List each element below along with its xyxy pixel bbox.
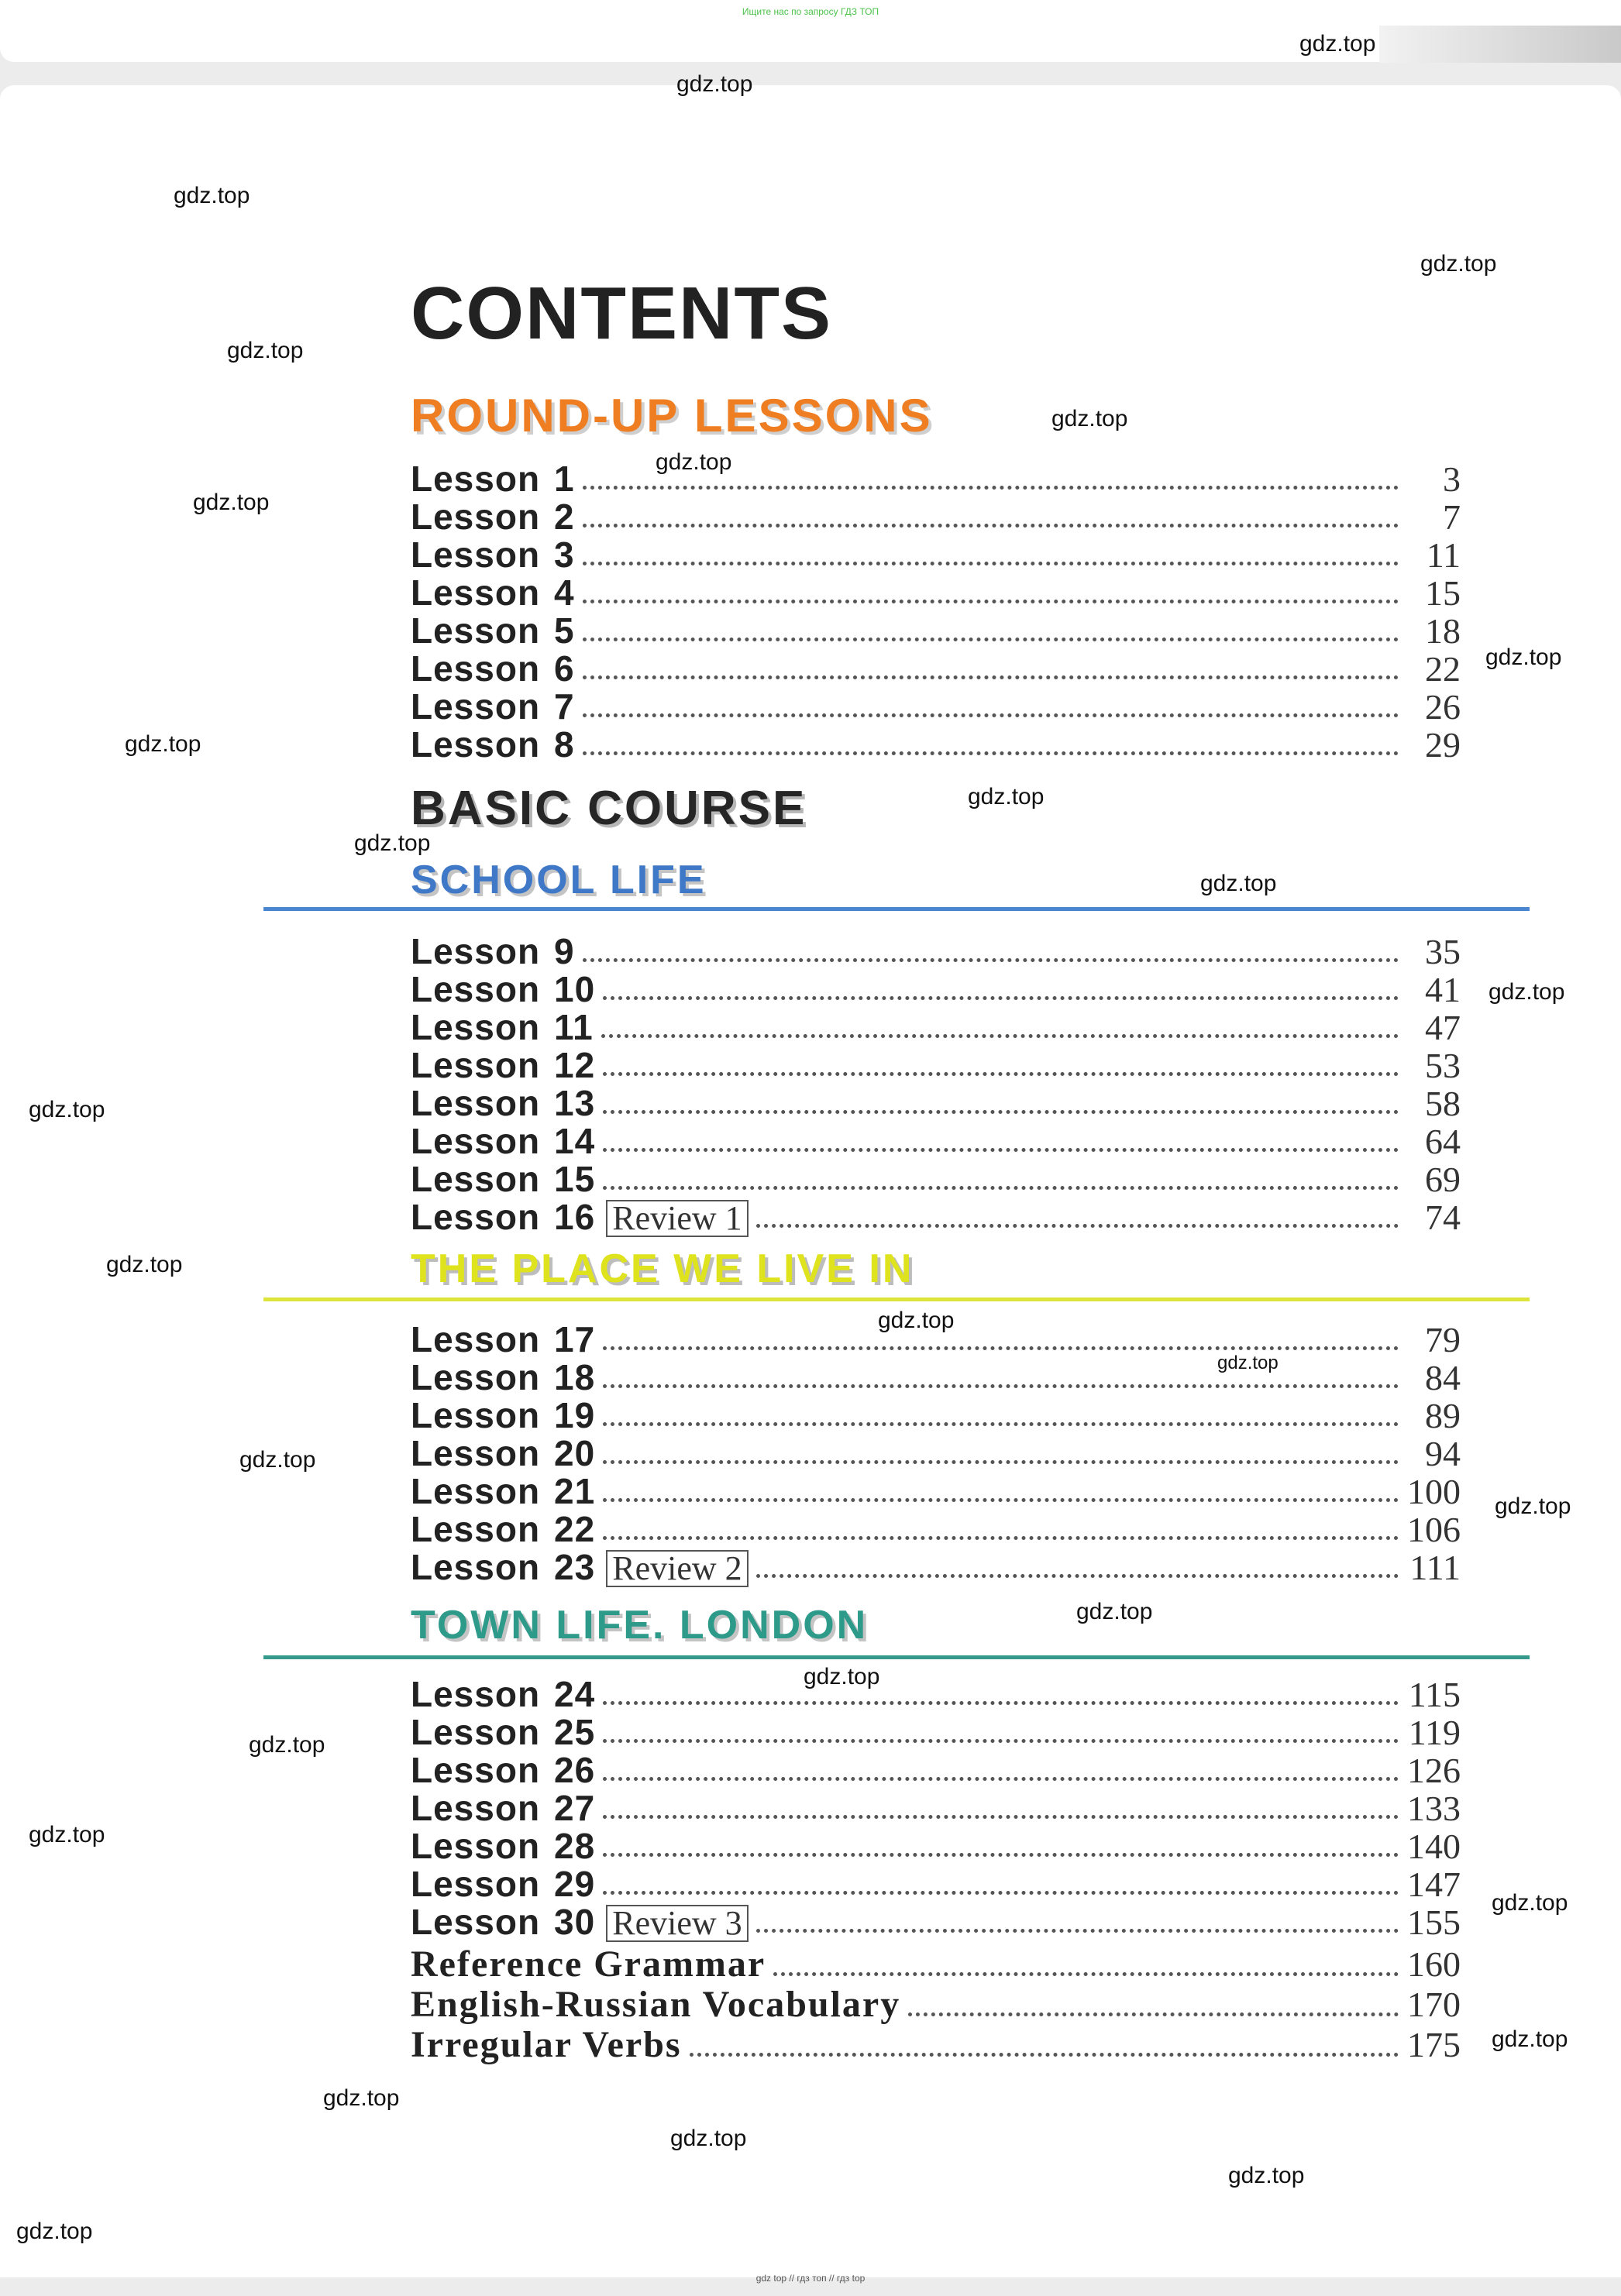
- toc-row-reference: [411, 2023, 1461, 2064]
- lesson-label: Lesson: [411, 648, 541, 689]
- toc-row: [411, 1901, 1461, 1942]
- lesson-label: Lesson: [411, 497, 541, 537]
- toc-row: [411, 1508, 1461, 1549]
- dot-leader: [583, 628, 1399, 641]
- page-number: 106: [1407, 1510, 1461, 1549]
- toc-list-school-life: [411, 930, 1461, 1237]
- dot-leader: [756, 1215, 1399, 1228]
- lesson-number: 8: [554, 724, 575, 765]
- dot-leader: [583, 476, 1399, 490]
- watermark: gdz.top: [1228, 2163, 1305, 2188]
- page-number: 26: [1425, 687, 1461, 727]
- watermark: gdz.top: [968, 784, 1045, 809]
- lesson-number: 5: [554, 610, 575, 651]
- watermark: gdz.top: [1217, 1353, 1279, 1373]
- reference-label: English-Russian Vocabulary: [411, 1984, 901, 2025]
- lesson-label: Lesson: [411, 1471, 541, 1511]
- page-number: 84: [1425, 1358, 1461, 1397]
- lesson-label: Lesson: [411, 610, 541, 651]
- lesson-label: Lesson: [411, 1083, 541, 1123]
- lesson-number: 1: [554, 459, 575, 499]
- section-rule-teal: [263, 1655, 1530, 1659]
- toc-row: [411, 1196, 1461, 1237]
- page-number: 160: [1407, 1944, 1461, 1984]
- watermark: gdz.top: [239, 1447, 316, 1473]
- page-number: 170: [1407, 1985, 1461, 2024]
- lesson-number: 17: [554, 1319, 596, 1359]
- page-number: 64: [1425, 1122, 1461, 1161]
- watermark: gdz.top: [174, 183, 250, 208]
- toc-row: [411, 1082, 1461, 1123]
- watermark: gdz.top: [193, 490, 270, 515]
- section-title-roundup: ROUND-UP LESSONS: [411, 390, 933, 442]
- watermark: gdz.top: [676, 71, 753, 97]
- section-title-town-life: TOWN LIFE. LONDON: [411, 1603, 869, 1648]
- lesson-number: 14: [554, 1121, 596, 1161]
- toc-row: [411, 1006, 1461, 1047]
- page-number: 147: [1407, 1865, 1461, 1904]
- page-number: 111: [1409, 1548, 1461, 1587]
- lesson-number: 24: [554, 1674, 596, 1714]
- toc-row: [411, 458, 1461, 499]
- watermark: gdz.top: [1488, 979, 1565, 1005]
- dot-leader: [690, 2043, 1399, 2057]
- toc-row: [411, 930, 1461, 971]
- watermark: gdz.top: [656, 449, 732, 475]
- lesson-number: 22: [554, 1509, 596, 1549]
- lesson-number: 28: [554, 1826, 596, 1866]
- section-title-basic-course: BASIC COURSE: [411, 782, 807, 835]
- lesson-number: 30: [554, 1902, 596, 1942]
- lesson-label: Lesson: [411, 1788, 541, 1828]
- toc-row: [411, 1356, 1461, 1397]
- lesson-label: Lesson: [411, 572, 541, 613]
- watermark: gdz.top: [106, 1252, 183, 1277]
- watermark: gdz.top: [1076, 1599, 1153, 1624]
- reference-label: Irregular Verbs: [411, 2024, 682, 2065]
- page-number: 7: [1443, 497, 1461, 537]
- toc-row: [411, 1432, 1461, 1473]
- toc-row: [411, 648, 1461, 689]
- dot-leader: [908, 2003, 1399, 2016]
- lesson-label: Lesson: [411, 1395, 541, 1435]
- dot-leader: [756, 1920, 1399, 1933]
- page-number: 89: [1425, 1396, 1461, 1435]
- toc-row: [411, 1546, 1461, 1587]
- lesson-label: Lesson: [411, 534, 541, 575]
- lesson-label: Lesson: [411, 1045, 541, 1085]
- lesson-label: Lesson: [411, 1826, 541, 1866]
- lesson-label: Lesson: [411, 724, 541, 765]
- lesson-label: Lesson: [411, 1007, 541, 1047]
- lesson-number: 11: [554, 1007, 594, 1047]
- toc-list-roundup: [411, 458, 1461, 765]
- toc-row: [411, 1470, 1461, 1511]
- watermark: gdz.top: [1492, 1890, 1568, 1916]
- toc-row: [411, 1158, 1461, 1199]
- toc-row: [411, 1825, 1461, 1866]
- review-box: Review 3: [606, 1905, 748, 1942]
- lesson-number: 26: [554, 1750, 596, 1790]
- dot-leader: [603, 1730, 1399, 1743]
- lesson-number: 4: [554, 572, 575, 613]
- dot-leader: [603, 1375, 1399, 1388]
- footer-text[interactable]: gdz top // гдз топ // гдз top: [755, 2273, 866, 2284]
- lesson-label: Lesson: [411, 686, 541, 727]
- page-number: 119: [1408, 1713, 1461, 1752]
- toc-row: [411, 1711, 1461, 1752]
- watermark: gdz.top: [29, 1097, 105, 1122]
- lesson-number: 23: [554, 1547, 596, 1587]
- lesson-label: Lesson: [411, 1547, 541, 1587]
- dot-leader: [603, 987, 1399, 1000]
- watermark: gdz.top: [354, 830, 431, 856]
- dot-leader: [583, 666, 1399, 679]
- page-number: 53: [1425, 1046, 1461, 1085]
- watermark: gdz.top: [1200, 871, 1277, 896]
- dot-leader: [583, 704, 1399, 717]
- lesson-number: 7: [554, 686, 575, 727]
- section-rule-yellow: [263, 1298, 1530, 1301]
- page-number: 133: [1407, 1789, 1461, 1828]
- page-number: 11: [1426, 535, 1461, 575]
- lesson-label: Lesson: [411, 1433, 541, 1473]
- lesson-number: 9: [554, 931, 575, 971]
- lesson-number: 21: [554, 1471, 596, 1511]
- watermark: gdz.top: [1495, 1493, 1571, 1519]
- page-number: 58: [1425, 1084, 1461, 1123]
- toc-row-reference: [411, 1943, 1461, 1983]
- page-number: 15: [1425, 573, 1461, 613]
- watermark: gdz.top: [1051, 406, 1128, 431]
- page-number: 100: [1407, 1472, 1461, 1511]
- lesson-label: Lesson: [411, 1357, 541, 1397]
- page-number: 126: [1407, 1751, 1461, 1790]
- lesson-number: 12: [554, 1045, 596, 1085]
- lesson-label: Lesson: [411, 1197, 541, 1237]
- review-box: Review 1: [606, 1200, 748, 1237]
- toc-row: [411, 496, 1461, 537]
- lesson-number: 6: [554, 648, 575, 689]
- dot-leader: [603, 1768, 1399, 1781]
- dot-leader: [603, 1806, 1399, 1819]
- toc-row: [411, 1863, 1461, 1904]
- watermark: gdz.top: [670, 2126, 747, 2151]
- dot-leader: [583, 552, 1399, 565]
- toc-row: [411, 1749, 1461, 1790]
- watermark: gdz.top: [249, 1732, 325, 1758]
- watermark: gdz.top: [1485, 644, 1562, 670]
- lesson-number: 20: [554, 1433, 596, 1473]
- lesson-number: 15: [554, 1159, 596, 1199]
- section-title-school-life: SCHOOL LIFE: [411, 858, 707, 902]
- lesson-number: 2: [554, 497, 575, 537]
- lesson-label: Lesson: [411, 459, 541, 499]
- page-number: 3: [1443, 459, 1461, 499]
- banner-text[interactable]: Ищите нас по запросу ГДЗ ТОП: [742, 6, 879, 17]
- dot-leader: [603, 1139, 1399, 1152]
- toc-row: [411, 724, 1461, 765]
- toc-row: [411, 968, 1461, 1009]
- watermark: gdz.top: [1420, 251, 1497, 277]
- watermark: gdz.top: [227, 338, 304, 363]
- page-number: 79: [1425, 1320, 1461, 1359]
- dot-leader: [603, 1882, 1399, 1895]
- page-number: 74: [1425, 1198, 1461, 1237]
- dot-leader: [603, 1337, 1399, 1350]
- lesson-number: 29: [554, 1864, 596, 1904]
- toc-row: [411, 610, 1461, 651]
- lesson-label: Lesson: [411, 1319, 541, 1359]
- dot-leader: [603, 1451, 1399, 1464]
- dot-leader: [583, 949, 1399, 962]
- toc-list-town-life: [411, 1673, 1461, 1942]
- page-number: 175: [1407, 2025, 1461, 2064]
- dot-leader: [583, 514, 1399, 528]
- section-rule-blue: [263, 907, 1530, 911]
- dot-leader: [603, 1177, 1399, 1190]
- section-title-place-we-live-in: THE PLACE WE LIVE IN: [411, 1246, 914, 1291]
- reference-label: Reference Grammar: [411, 1944, 766, 1985]
- toc-list-references: [411, 1943, 1461, 2064]
- watermark: gdz.top: [1299, 31, 1376, 57]
- toc-list-place-we-live-in: [411, 1318, 1461, 1587]
- page-number: 69: [1425, 1160, 1461, 1199]
- banner-gradient-decoration: [1379, 26, 1621, 63]
- lesson-number: 19: [554, 1395, 596, 1435]
- page-number: 94: [1425, 1434, 1461, 1473]
- dot-leader: [603, 1692, 1399, 1705]
- watermark: gdz.top: [323, 2085, 400, 2111]
- lesson-label: Lesson: [411, 969, 541, 1009]
- lesson-label: Lesson: [411, 1750, 541, 1790]
- page-number: 18: [1425, 611, 1461, 651]
- toc-row: [411, 1120, 1461, 1161]
- dot-leader: [773, 1963, 1399, 1976]
- dot-leader: [603, 1844, 1399, 1857]
- watermark: gdz.top: [125, 731, 201, 757]
- toc-row: [411, 686, 1461, 727]
- page-number: 155: [1407, 1902, 1461, 1942]
- review-box: Review 2: [606, 1550, 748, 1587]
- watermark: gdz.top: [1492, 2026, 1568, 2052]
- lesson-label: Lesson: [411, 1121, 541, 1161]
- lesson-label: Lesson: [411, 1674, 541, 1714]
- watermark: gdz.top: [29, 1822, 105, 1847]
- lesson-number: 13: [554, 1083, 596, 1123]
- page-number: 22: [1425, 649, 1461, 689]
- toc-row: [411, 1787, 1461, 1828]
- page-title: CONTENTS: [411, 272, 832, 355]
- lesson-label: Lesson: [411, 1159, 541, 1199]
- watermark: gdz.top: [804, 1664, 880, 1689]
- lesson-number: 25: [554, 1712, 596, 1752]
- page-number: 115: [1408, 1675, 1461, 1714]
- page-number: 47: [1425, 1008, 1461, 1047]
- page-number: 35: [1425, 932, 1461, 971]
- lesson-label: Lesson: [411, 1509, 541, 1549]
- toc-row: [411, 1318, 1461, 1359]
- dot-leader: [603, 1413, 1399, 1426]
- toc-row: [411, 1673, 1461, 1714]
- dot-leader: [603, 1489, 1399, 1502]
- lesson-number: 10: [554, 969, 596, 1009]
- dot-leader: [583, 742, 1399, 755]
- dot-leader: [756, 1565, 1399, 1578]
- lesson-label: Lesson: [411, 1712, 541, 1752]
- toc-row: [411, 534, 1461, 575]
- page-number: 41: [1425, 970, 1461, 1009]
- lesson-label: Lesson: [411, 1902, 541, 1942]
- top-banner: [0, 0, 1621, 62]
- watermark: gdz.top: [16, 2219, 93, 2244]
- watermark: gdz.top: [878, 1308, 955, 1333]
- page-number: 140: [1407, 1827, 1461, 1866]
- toc-row-reference: [411, 1983, 1461, 2023]
- dot-leader: [601, 1025, 1399, 1038]
- dot-leader: [603, 1063, 1399, 1076]
- lesson-number: 3: [554, 534, 575, 575]
- dot-leader: [583, 590, 1399, 603]
- lesson-number: 27: [554, 1788, 596, 1828]
- page-number: 29: [1425, 725, 1461, 765]
- lesson-label: Lesson: [411, 1864, 541, 1904]
- toc-row: [411, 572, 1461, 613]
- dot-leader: [603, 1527, 1399, 1540]
- toc-row: [411, 1394, 1461, 1435]
- lesson-label: Lesson: [411, 931, 541, 971]
- toc-row: [411, 1044, 1461, 1085]
- dot-leader: [603, 1101, 1399, 1114]
- lesson-number: 18: [554, 1357, 596, 1397]
- lesson-number: 16: [554, 1197, 596, 1237]
